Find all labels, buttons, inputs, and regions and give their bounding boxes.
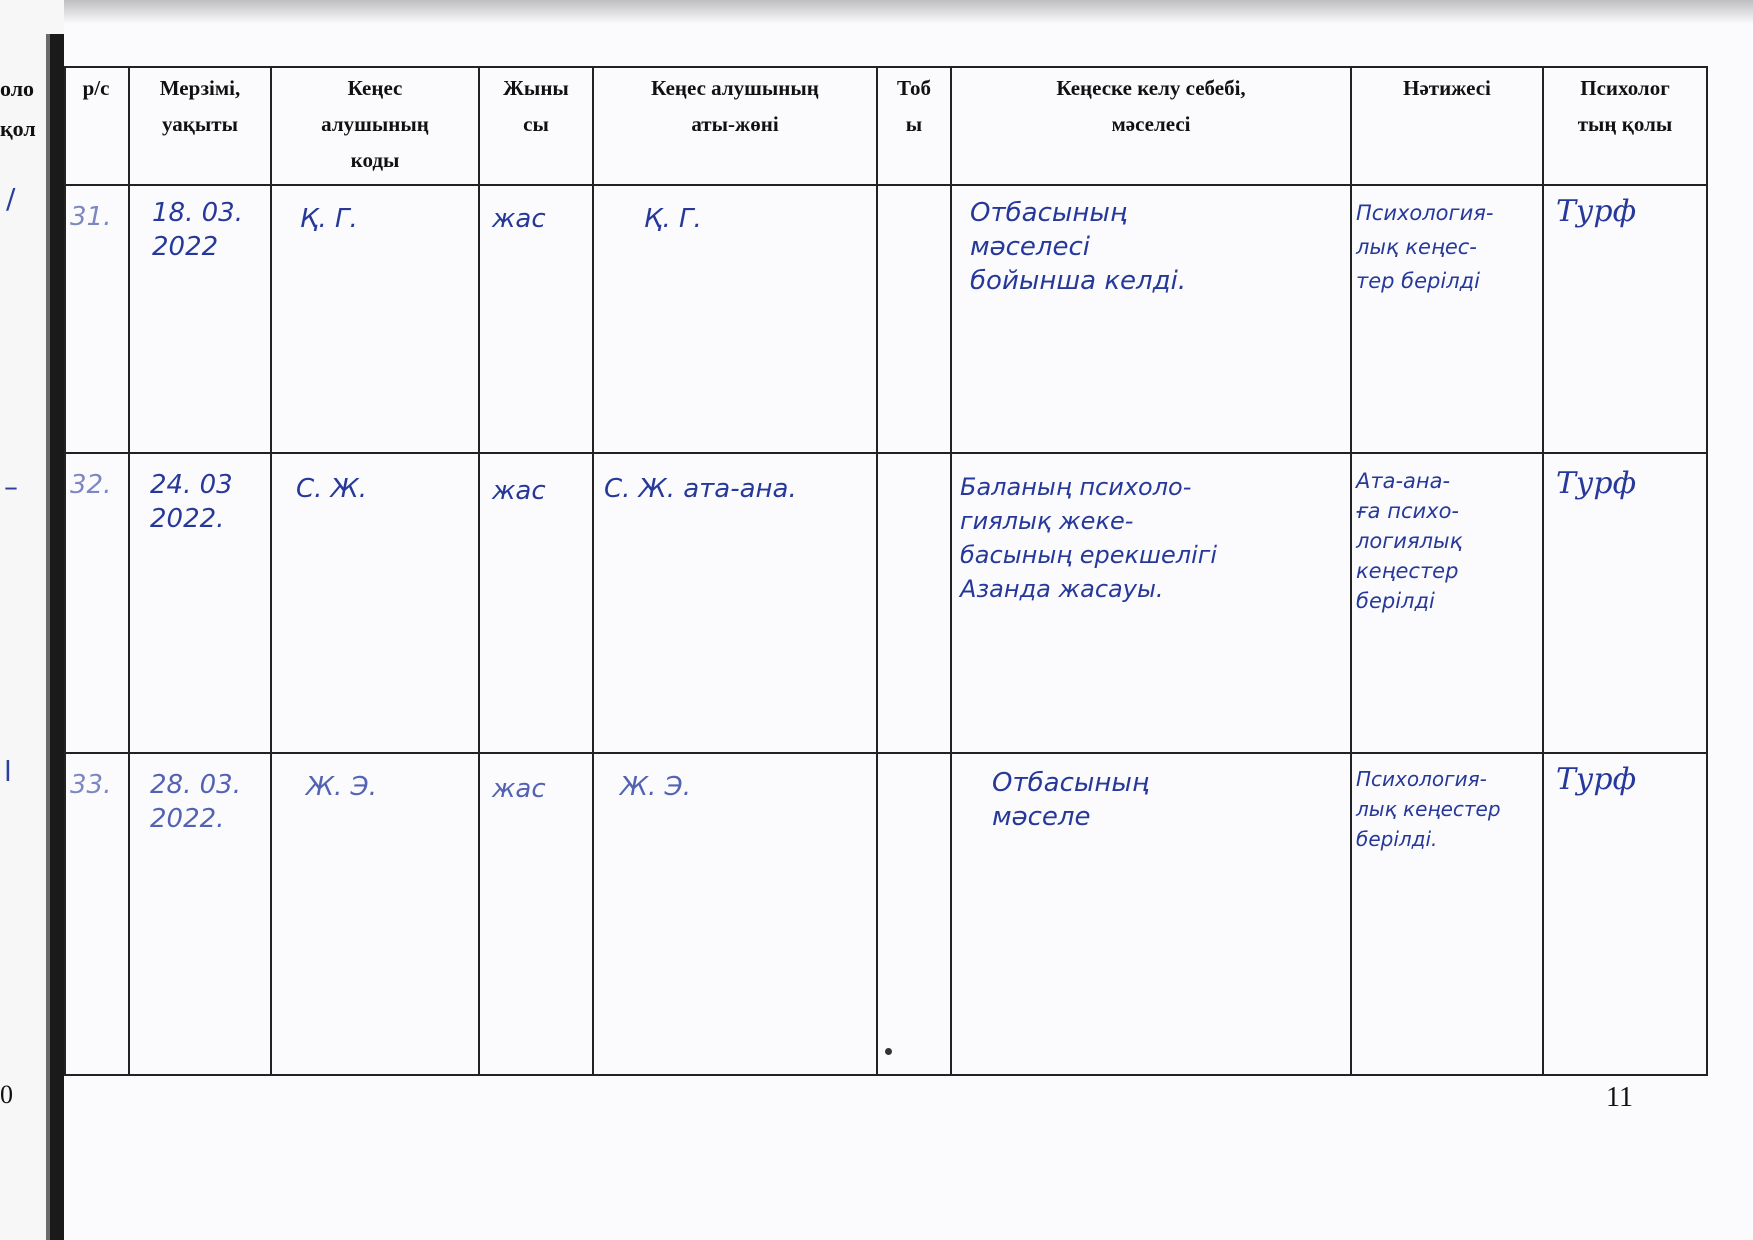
consultation-result: Психология- лық кеңестер берілді.: [1356, 767, 1501, 851]
header-psychologist-signature: Психолог тың қолы: [1577, 76, 1673, 136]
column-divider: [1706, 66, 1708, 1076]
psychologist-signature: Турф: [1556, 466, 1637, 501]
header-client-code: Кеңес алушының коды: [321, 76, 429, 172]
column-divider: [64, 66, 66, 1076]
client-name: С. Ж. ата-ана.: [604, 474, 797, 504]
consultation-date: 28. 03. 2022.: [150, 770, 241, 834]
column-divider: [270, 66, 272, 1076]
consultation-date: 24. 03 2022.: [150, 470, 233, 534]
header-reason: Кеңеске келу себебі, мәселесі: [1056, 76, 1246, 136]
consultation-date: 18. 03. 2022: [152, 198, 243, 262]
consultation-reason: Баланың психоло- гиялық жеке- басының ерекшелігі Азанда жасауы.: [960, 473, 1218, 603]
client-code: Қ. Г.: [300, 204, 358, 234]
row-divider: [64, 452, 1708, 454]
column-divider: [128, 66, 130, 1076]
row-number: 31.: [70, 202, 112, 232]
left-page-mark: l: [4, 755, 12, 788]
column-divider: [1542, 66, 1544, 1076]
client-gender: жас: [492, 476, 546, 506]
column-divider: [478, 66, 480, 1076]
header-group: Тоб ы: [896, 76, 932, 136]
psychologist-signature: Турф: [1556, 194, 1637, 229]
column-divider: [876, 66, 878, 1076]
consultation-log-table: [64, 66, 1708, 1076]
consultation-reason: Отбасының мәселе: [992, 768, 1150, 832]
header-result: Нәтижесі: [1403, 76, 1491, 100]
header-date: Мерзімі, уақыты: [159, 76, 241, 136]
row-divider: [64, 752, 1708, 754]
left-page-header-fragment: қол: [0, 116, 36, 141]
client-name: Ж. Э.: [620, 772, 691, 802]
column-divider: [1350, 66, 1352, 1076]
consultation-result: Психология- лық кеңес- тер берілді: [1356, 201, 1494, 293]
psychologist-signature: Турф: [1556, 762, 1637, 797]
left-page-number: 0: [0, 1080, 13, 1109]
scan-top-shadow: [0, 0, 1753, 24]
client-name: Қ. Г.: [644, 204, 702, 234]
left-page-mark: /: [6, 182, 16, 215]
header-client-name: Кеңес алушының аты-жөні: [651, 76, 819, 136]
column-divider: [950, 66, 952, 1076]
header-gender: Жыны сы: [503, 76, 569, 136]
client-code: Ж. Э.: [306, 772, 377, 802]
client-gender: жас: [492, 774, 546, 804]
left-page-header-fragment: оло: [0, 76, 35, 101]
client-code: С. Ж.: [296, 474, 367, 504]
column-divider: [592, 66, 594, 1076]
book-spine: [50, 34, 64, 1240]
row-number: 32.: [70, 470, 112, 500]
left-page-mark: –: [4, 470, 18, 503]
client-gender: жас: [492, 204, 546, 234]
consultation-reason: Отбасының мәселесі бойынша келді.: [970, 198, 1187, 296]
table-border-top: [64, 66, 1708, 68]
ink-speck: [885, 1048, 892, 1055]
table-border-bottom: [64, 1074, 1708, 1076]
page-number: 11: [1606, 1082, 1633, 1113]
row-number: 33.: [70, 770, 112, 800]
header-row-divider: [64, 184, 1708, 186]
header-number: р/с: [82, 76, 110, 100]
consultation-result: Ата-ана- ға психо- логиялық кеңестер берілді: [1356, 469, 1463, 613]
